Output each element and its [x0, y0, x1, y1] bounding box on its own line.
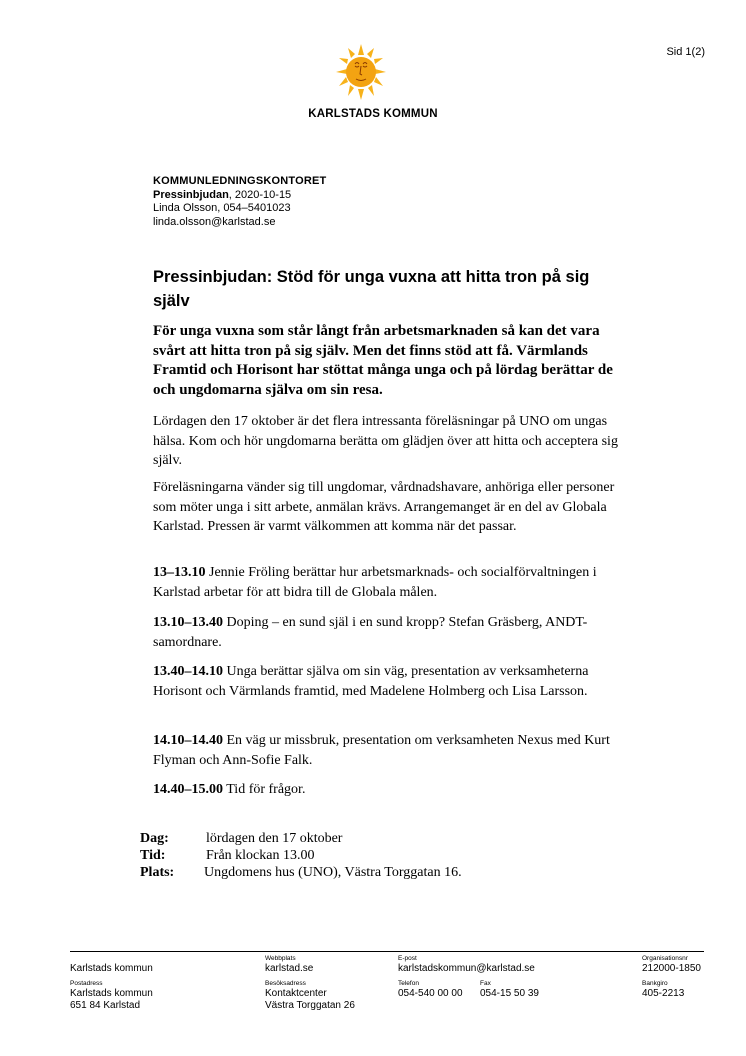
schedule-item [153, 563, 623, 602]
schedule-text: Unga berättar själva om sin väg, presentation av verksamheterna Horisont och Värmlands framtid, med Madelene Holmberg och Lisa Larsson. [153, 664, 589, 699]
contact-email: linda.olsson@karlstad.se [153, 215, 276, 228]
place-label: Plats: [140, 865, 175, 880]
schedule-item [153, 731, 623, 770]
organization-name: KARLSTADS KOMMUN [308, 108, 438, 120]
footer-fax-value: 054-15 50 39 [480, 988, 539, 999]
footer-name: Karlstads kommun [70, 963, 153, 974]
footer-visit-line2: Västra Torggatan 26 [265, 1000, 355, 1011]
doc-date: , 2020-10-15 [228, 188, 292, 201]
footer-email [398, 955, 535, 975]
sender-block [153, 175, 326, 229]
footer-orgnr-label: Organisationsnr [642, 955, 688, 962]
footer-postal-line2: 651 84 Karlstad [70, 1000, 141, 1011]
schedule-time: 14.40–15.00 [153, 782, 223, 797]
schedule-time: 13–13.10 [153, 565, 206, 580]
footer-postal [70, 980, 153, 1012]
event-details [140, 830, 462, 881]
footer-orgnr [642, 955, 701, 975]
schedule-text: Jennie Fröling berättar hur arbetsmarknads- och socialförvaltningen i Karlstad arbetar för att bidra till de Globala målen. [153, 565, 597, 600]
footer-email-label: E-post [398, 955, 417, 962]
footer-phone-label: Telefon [398, 980, 419, 987]
contact: Linda Olsson, 054–5401023 [153, 202, 291, 214]
time-value: Från klockan 13.00 [206, 848, 315, 863]
schedule-text: Doping – en sund själ i en sund kropp? Stefan Gräsberg, ANDT-samordnare. [153, 615, 588, 650]
schedule-item [153, 780, 623, 800]
time-label: Tid: [140, 848, 166, 863]
body-paragraph: Lördagen den 17 oktober är det flera intressanta föreläsningar på UNO om ungas hälsa. Kom och hör ungdomarna berätta om glädjen över att hitta och acceptera sig själv. [153, 414, 618, 468]
footer-postal-line1: Karlstads kommun [70, 988, 153, 999]
footer-fax-label: Fax [480, 980, 491, 987]
footer-email-value: karlstadskommun@karlstad.se [398, 963, 535, 974]
footer-phone-value: 054-540 00 00 [398, 988, 463, 999]
sun-face-logo [336, 44, 386, 100]
footer-web-label: Webbplats [265, 955, 296, 962]
footer-phone [398, 980, 463, 1000]
day-value: lördagen den 17 oktober [206, 831, 343, 846]
schedule-item [153, 613, 623, 652]
footer-divider [70, 951, 704, 952]
footer-bankgiro-label: Bankgiro [642, 980, 668, 987]
schedule-item [153, 662, 623, 701]
day-row [140, 830, 462, 847]
footer-visit-label: Besöksadress [265, 980, 306, 987]
footer-bankgiro [642, 980, 684, 1000]
department: KOMMUNLEDNINGSKONTORET [153, 175, 327, 187]
footer-visit [265, 980, 355, 1012]
footer-web-value: karlstad.se [265, 963, 314, 974]
footer-web [265, 955, 313, 975]
day-label: Dag: [140, 831, 169, 846]
place-row [140, 864, 462, 881]
doc-type: Pressinbjudan [153, 188, 229, 201]
headline: Pressinbjudan: Stöd för unga vuxna att hitta tron på sig själv [153, 268, 590, 310]
schedule-text: Tid för frågor. [223, 782, 306, 797]
ingress: För unga vuxna som står långt från arbetsmarknaden så kan det vara svårt att hitta tron på sig själv. Men det finns stöd att få. Värmlands Framtid och Horisont har stöttat många unga och på lördag berättar de och ungdomarna själva om sin resa. [153, 323, 613, 398]
schedule-text: En väg ur missbruk, presentation om verksamheten Nexus med Kurt Flyman och Ann-Sofie Falk. [153, 733, 610, 768]
footer-postal-label: Postadress [70, 980, 103, 987]
doc-type-line [153, 189, 326, 203]
schedule-time: 13.40–14.10 [153, 664, 223, 679]
footer-visit-line1: Kontaktcenter [265, 988, 327, 999]
time-row [140, 847, 462, 864]
page-number: Sid 1(2) [666, 46, 705, 58]
footer-fax [480, 980, 539, 1000]
footer-orgnr-value: 212000-1850 [642, 963, 701, 974]
footer-bankgiro-value: 405-2213 [642, 988, 685, 999]
schedule-time: 13.10–13.40 [153, 615, 223, 630]
schedule-time: 14.10–14.40 [153, 733, 223, 748]
body-paragraph: Föreläsningarna vänder sig till ungdomar, vårdnadshavare, anhöriga eller personer som möter unga i sitt arbete, anmälan krävs. Arrangemanget är en del av Globala Karlstad. Pressen är varmt välkommen att komma när det passar. [153, 480, 615, 534]
place-value: Ungdomens hus (UNO), Västra Torggatan 16. [204, 865, 462, 880]
